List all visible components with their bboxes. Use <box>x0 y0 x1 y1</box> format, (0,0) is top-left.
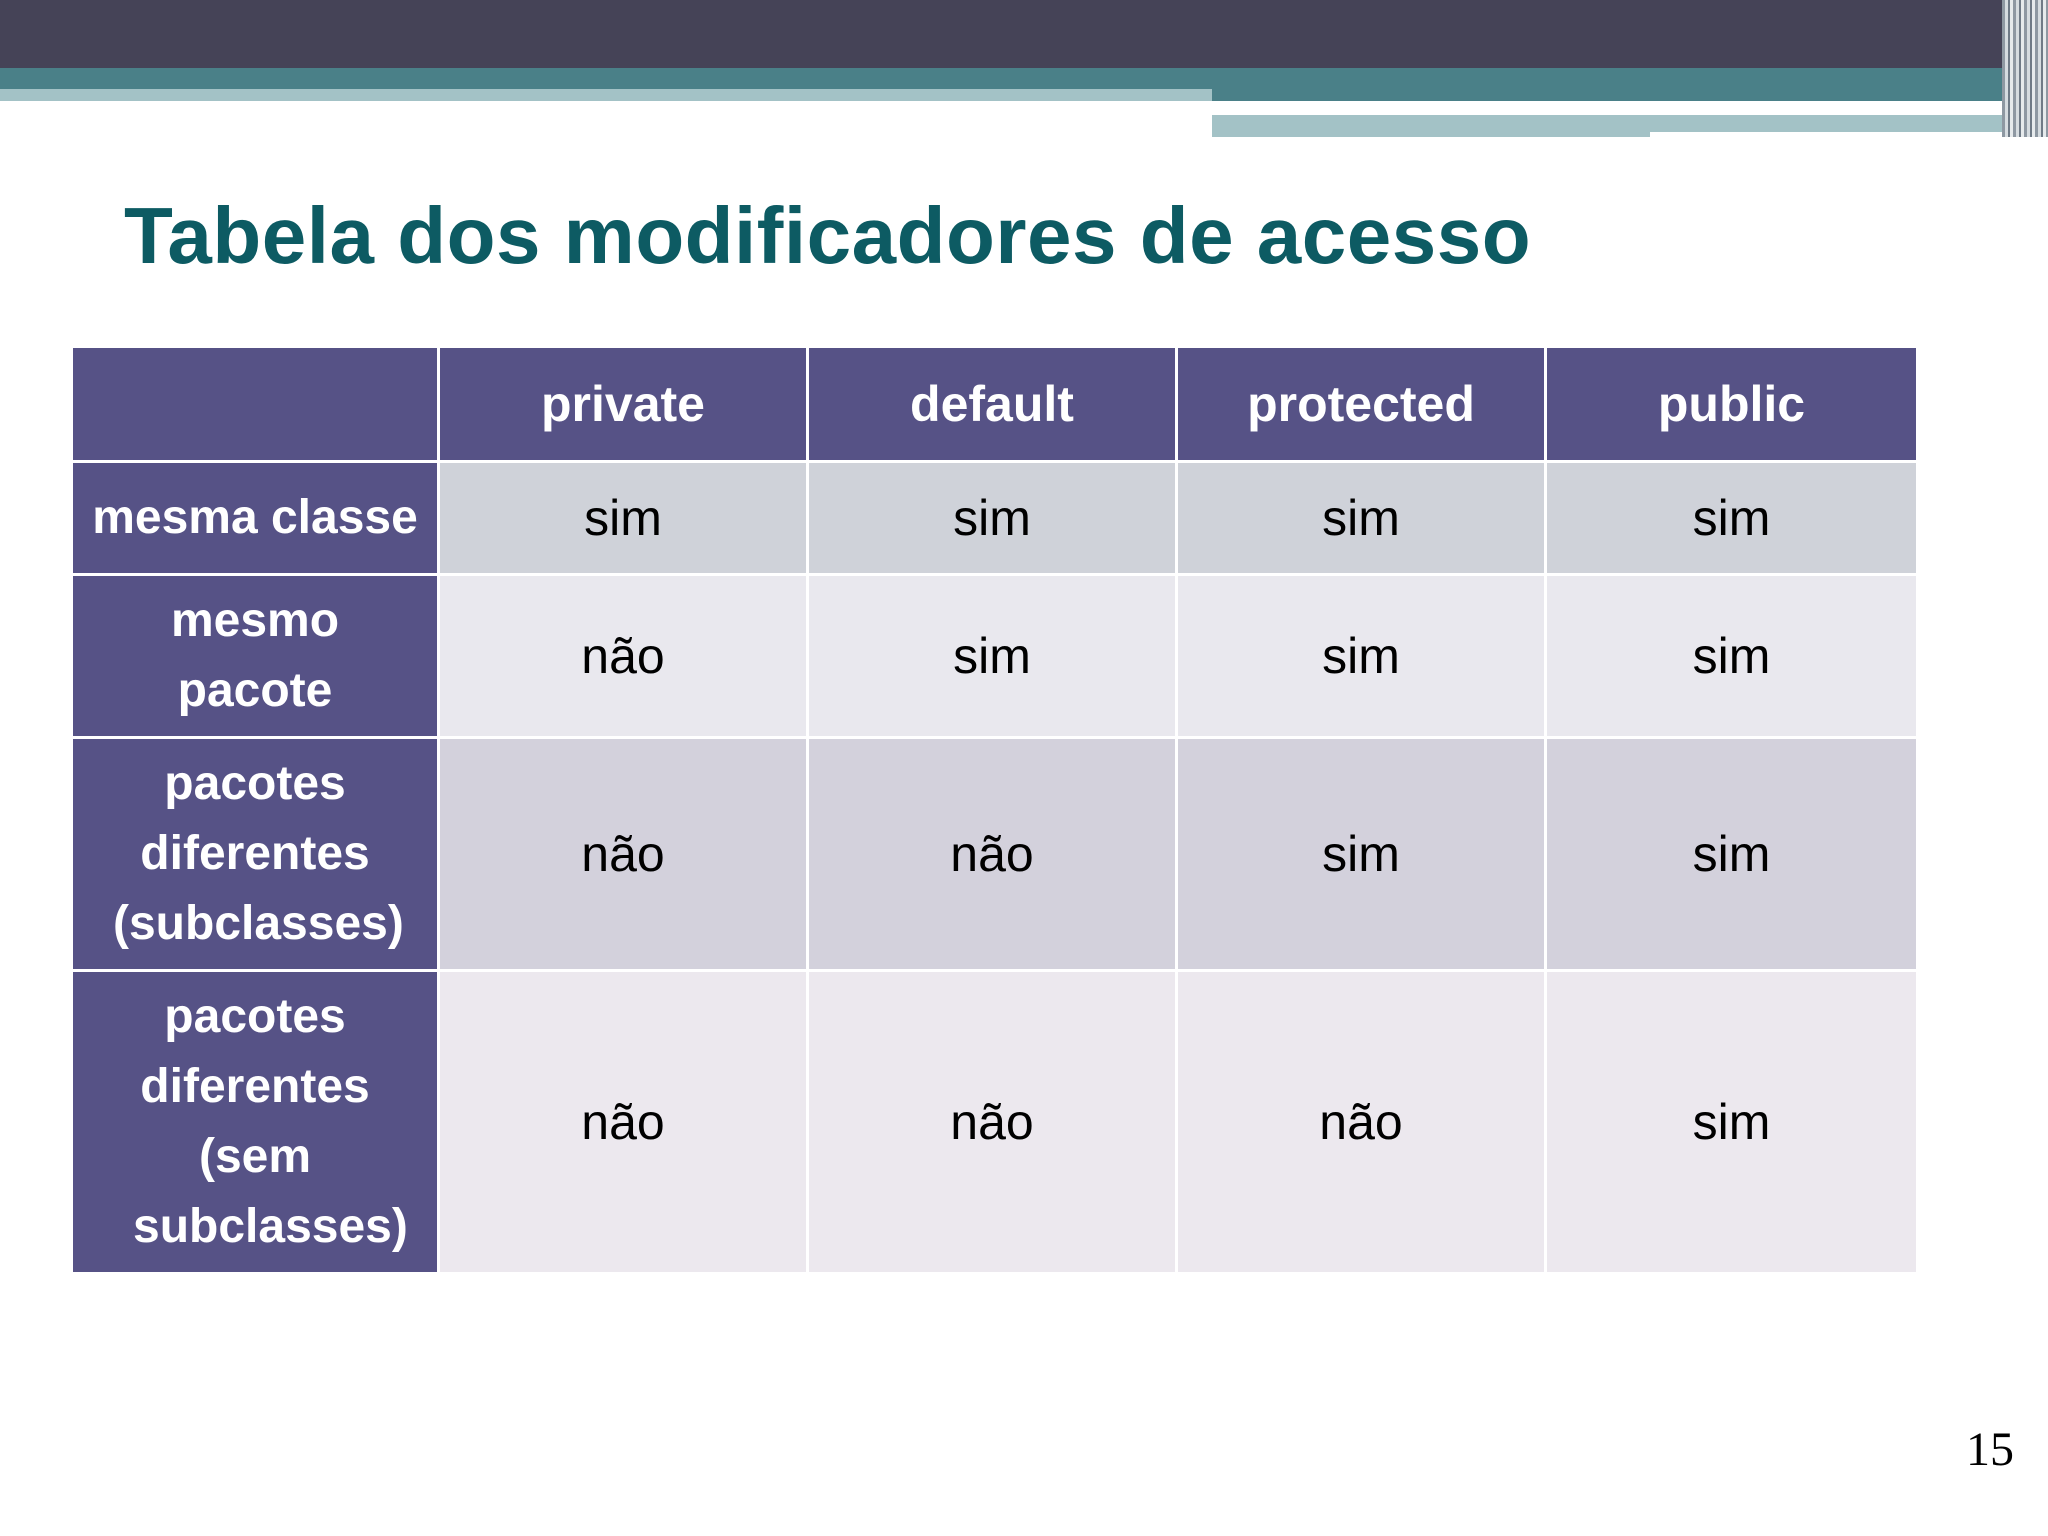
slide-title: Tabela dos modificadores de acesso <box>124 191 1532 280</box>
table-cell: não <box>440 576 809 739</box>
page-number: 15 <box>1966 1423 2014 1476</box>
table-cell: não <box>809 972 1178 1275</box>
table-cell: sim <box>1178 576 1547 739</box>
table-cell: sim <box>1547 576 1916 739</box>
row-header: pacotes diferentes (subclasses) <box>73 739 440 972</box>
top-banner-white-line <box>1212 101 1897 110</box>
top-banner-teal-right <box>1212 89 2048 101</box>
corner-cell <box>73 348 440 463</box>
table-cell: sim <box>809 576 1178 739</box>
column-header-default: default <box>809 348 1178 463</box>
table-cell: sim <box>1547 972 1916 1275</box>
top-banner-light-far-right <box>1650 115 2010 132</box>
column-header-public: public <box>1547 348 1916 463</box>
table-cell: não <box>809 739 1178 972</box>
access-modifiers-table <box>73 348 1916 1275</box>
table-cell: sim <box>1547 463 1916 576</box>
row-header: mesma classe <box>73 463 440 576</box>
table-row <box>73 739 1916 972</box>
row-header: mesmo pacote <box>73 576 440 739</box>
table-cell: sim <box>440 463 809 576</box>
row-header: pacotes diferentes (sem subclasses) <box>73 972 440 1275</box>
column-header-private: private <box>440 348 809 463</box>
table-cell: sim <box>1547 739 1916 972</box>
table-row <box>73 463 1916 576</box>
top-banner-dark <box>0 0 2048 68</box>
table-row <box>73 576 1916 739</box>
table-cell: não <box>440 972 809 1275</box>
table-cell: sim <box>809 463 1178 576</box>
banner-stripes-decoration <box>2002 0 2048 137</box>
top-banner-teal <box>0 68 2048 89</box>
table-cell: sim <box>1178 739 1547 972</box>
top-banner-light-right <box>1212 115 1650 137</box>
table-header-row <box>73 348 1916 463</box>
table-cell: não <box>1178 972 1547 1275</box>
column-header-protected: protected <box>1178 348 1547 463</box>
top-banner-light-left <box>0 89 1212 101</box>
table-cell: sim <box>1178 463 1547 576</box>
table-cell: não <box>440 739 809 972</box>
table-row <box>73 972 1916 1275</box>
